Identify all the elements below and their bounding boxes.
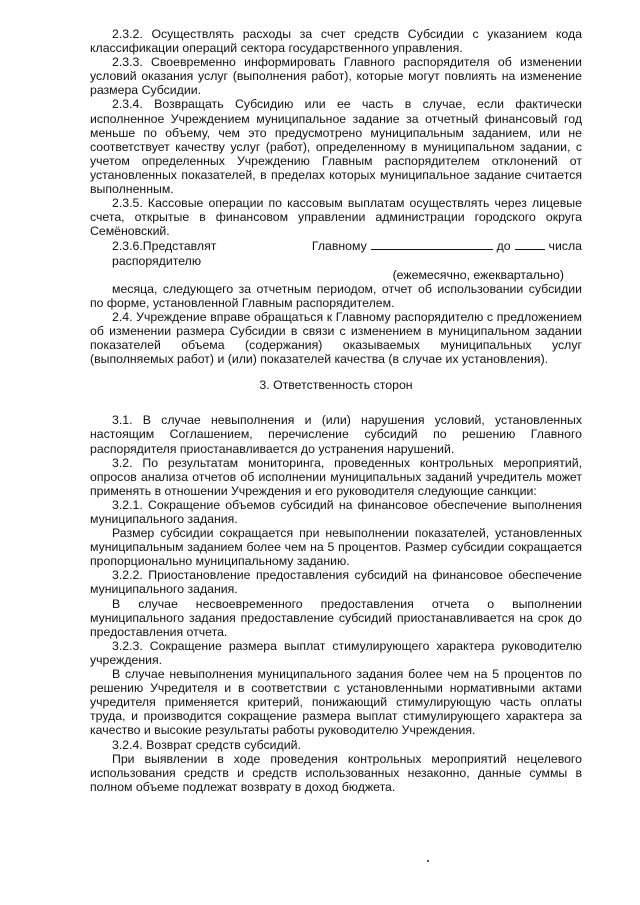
- clause-2-3-3: 2.3.3. Своевременно информировать Главного распорядителя об изменении условий оказания услуг (выполнения работ), которые могут повлиять на изменение размера Субсидии.: [90, 55, 582, 98]
- clause-2-3-6-until: до: [496, 239, 511, 254]
- document-body: [90, 27, 582, 794]
- clause-3-2-4: 3.2.4. Возврат средств субсидий.: [112, 737, 301, 752]
- page-mark: [427, 860, 429, 862]
- clause-3-2: 3.2. По результатам мониторинга, проведенных контрольных мероприятий, опросов анализа отчетов об исполнении муниципальных заданий учредитель может применять в отношении Учреждения и его руководителя следующие санкции:: [90, 455, 582, 498]
- clause-2-4: 2.4. Учреждение вправе обращаться к Главному распорядителю с предложением об изменении размера Субсидии в связи с изменением в муниципальном задании показателей объема (содержания) оказываемых муниципальных услуг (выполняемых работ) и (или) показателей качества (в случае их установления).: [90, 309, 582, 367]
- period-blank: [371, 238, 493, 250]
- clause-2-3-6-day: числа: [548, 239, 582, 254]
- period-hint: (ежемесячно, ежеквартально): [392, 267, 564, 282]
- clause-2-3-2: 2.3.2. Осуществлять расходы за счет средств Субсидии с указанием кода классификации операций сектора государственного управления.: [90, 27, 582, 56]
- clause-3-2-4-text: При выявлении в ходе проведения контрольных мероприятий нецелевого использования средств и средств использованных незаконно, данные суммы в полном объеме подлежат возврату в доход бюджета.: [90, 751, 582, 794]
- clause-2-3-5: 2.3.5. Кассовые операции по кассовым выплатам осуществлять через лицевые счета, открытые в финансовом управлении администрации городского округа Семёновский.: [90, 196, 582, 239]
- clause-2-3-6-cont: месяца, следующего за отчетным периодом, отчет об использовании субсидии по форме, установленной Главным распорядителем.: [90, 281, 582, 310]
- clause-3-2-3: 3.2.3. Сокращение размера выплат стимулирующего характера руководителю учреждения.: [90, 638, 582, 667]
- day-blank: [515, 238, 545, 250]
- clause-2-3-6-start: 2.3.6.Представлят Главному распорядителю: [112, 239, 367, 268]
- clause-3-2-2-text: В случае несвоевременного предоставления отчета о выполнении муниципального задания предоставление субсидий приостанавливается на срок до предоставления отчета.: [90, 596, 582, 639]
- section-3-heading: 3. Ответственность сторон: [259, 378, 413, 393]
- clause-2-3-6-line: [90, 238, 582, 267]
- clause-3-2-2: 3.2.2. Приостановление предоставления субсидий на финансовое обеспечение муниципального задания.: [90, 568, 582, 597]
- clause-3-2-1: 3.2.1. Сокращение объемов субсидий на финансовое обеспечение выполнения муниципального задания.: [90, 497, 582, 526]
- clause-3-1: 3.1. В случае невыполнения и (или) нарушения условий, установленных настоящим Соглашением, перечисление субсидий по решению Главного распорядителя приостанавливается до устранения нарушений.: [90, 413, 582, 456]
- clause-3-2-3-text: В случае невыполнения муниципального задания более чем на 5 процентов по решению Учредителя и в соответствии с установленными нормативными актами учредителя применяется критерий, понижающий стимулирующую часть оплаты труда, и производится сокращение размера выплат стимулирующего характера за качество и высокие результаты работы руководителю Учреждения.: [90, 667, 582, 738]
- clause-3-2-1-text: Размер субсидии сокращается при невыполнении показателей, установленных муниципальным заданием более чем на 5 процентов. Размер субсидии сокращается пропорционально муниципальному заданию.: [90, 526, 582, 569]
- clause-2-3-4: 2.3.4. Возвращать Субсидию или ее часть в случае, если фактически исполненное Учреждением муниципальное задание за отчетный финансовый год меньше по объему, чем это предусмотрено муниципальным заданием, или не соответствует качеству услуг (работ), определенному в муниципальном задании, с учетом определенных Учреждению Главным распорядителем отклонений от установленных показателей, в пределах которых муниципальное задание считается выполненным.: [90, 97, 582, 197]
